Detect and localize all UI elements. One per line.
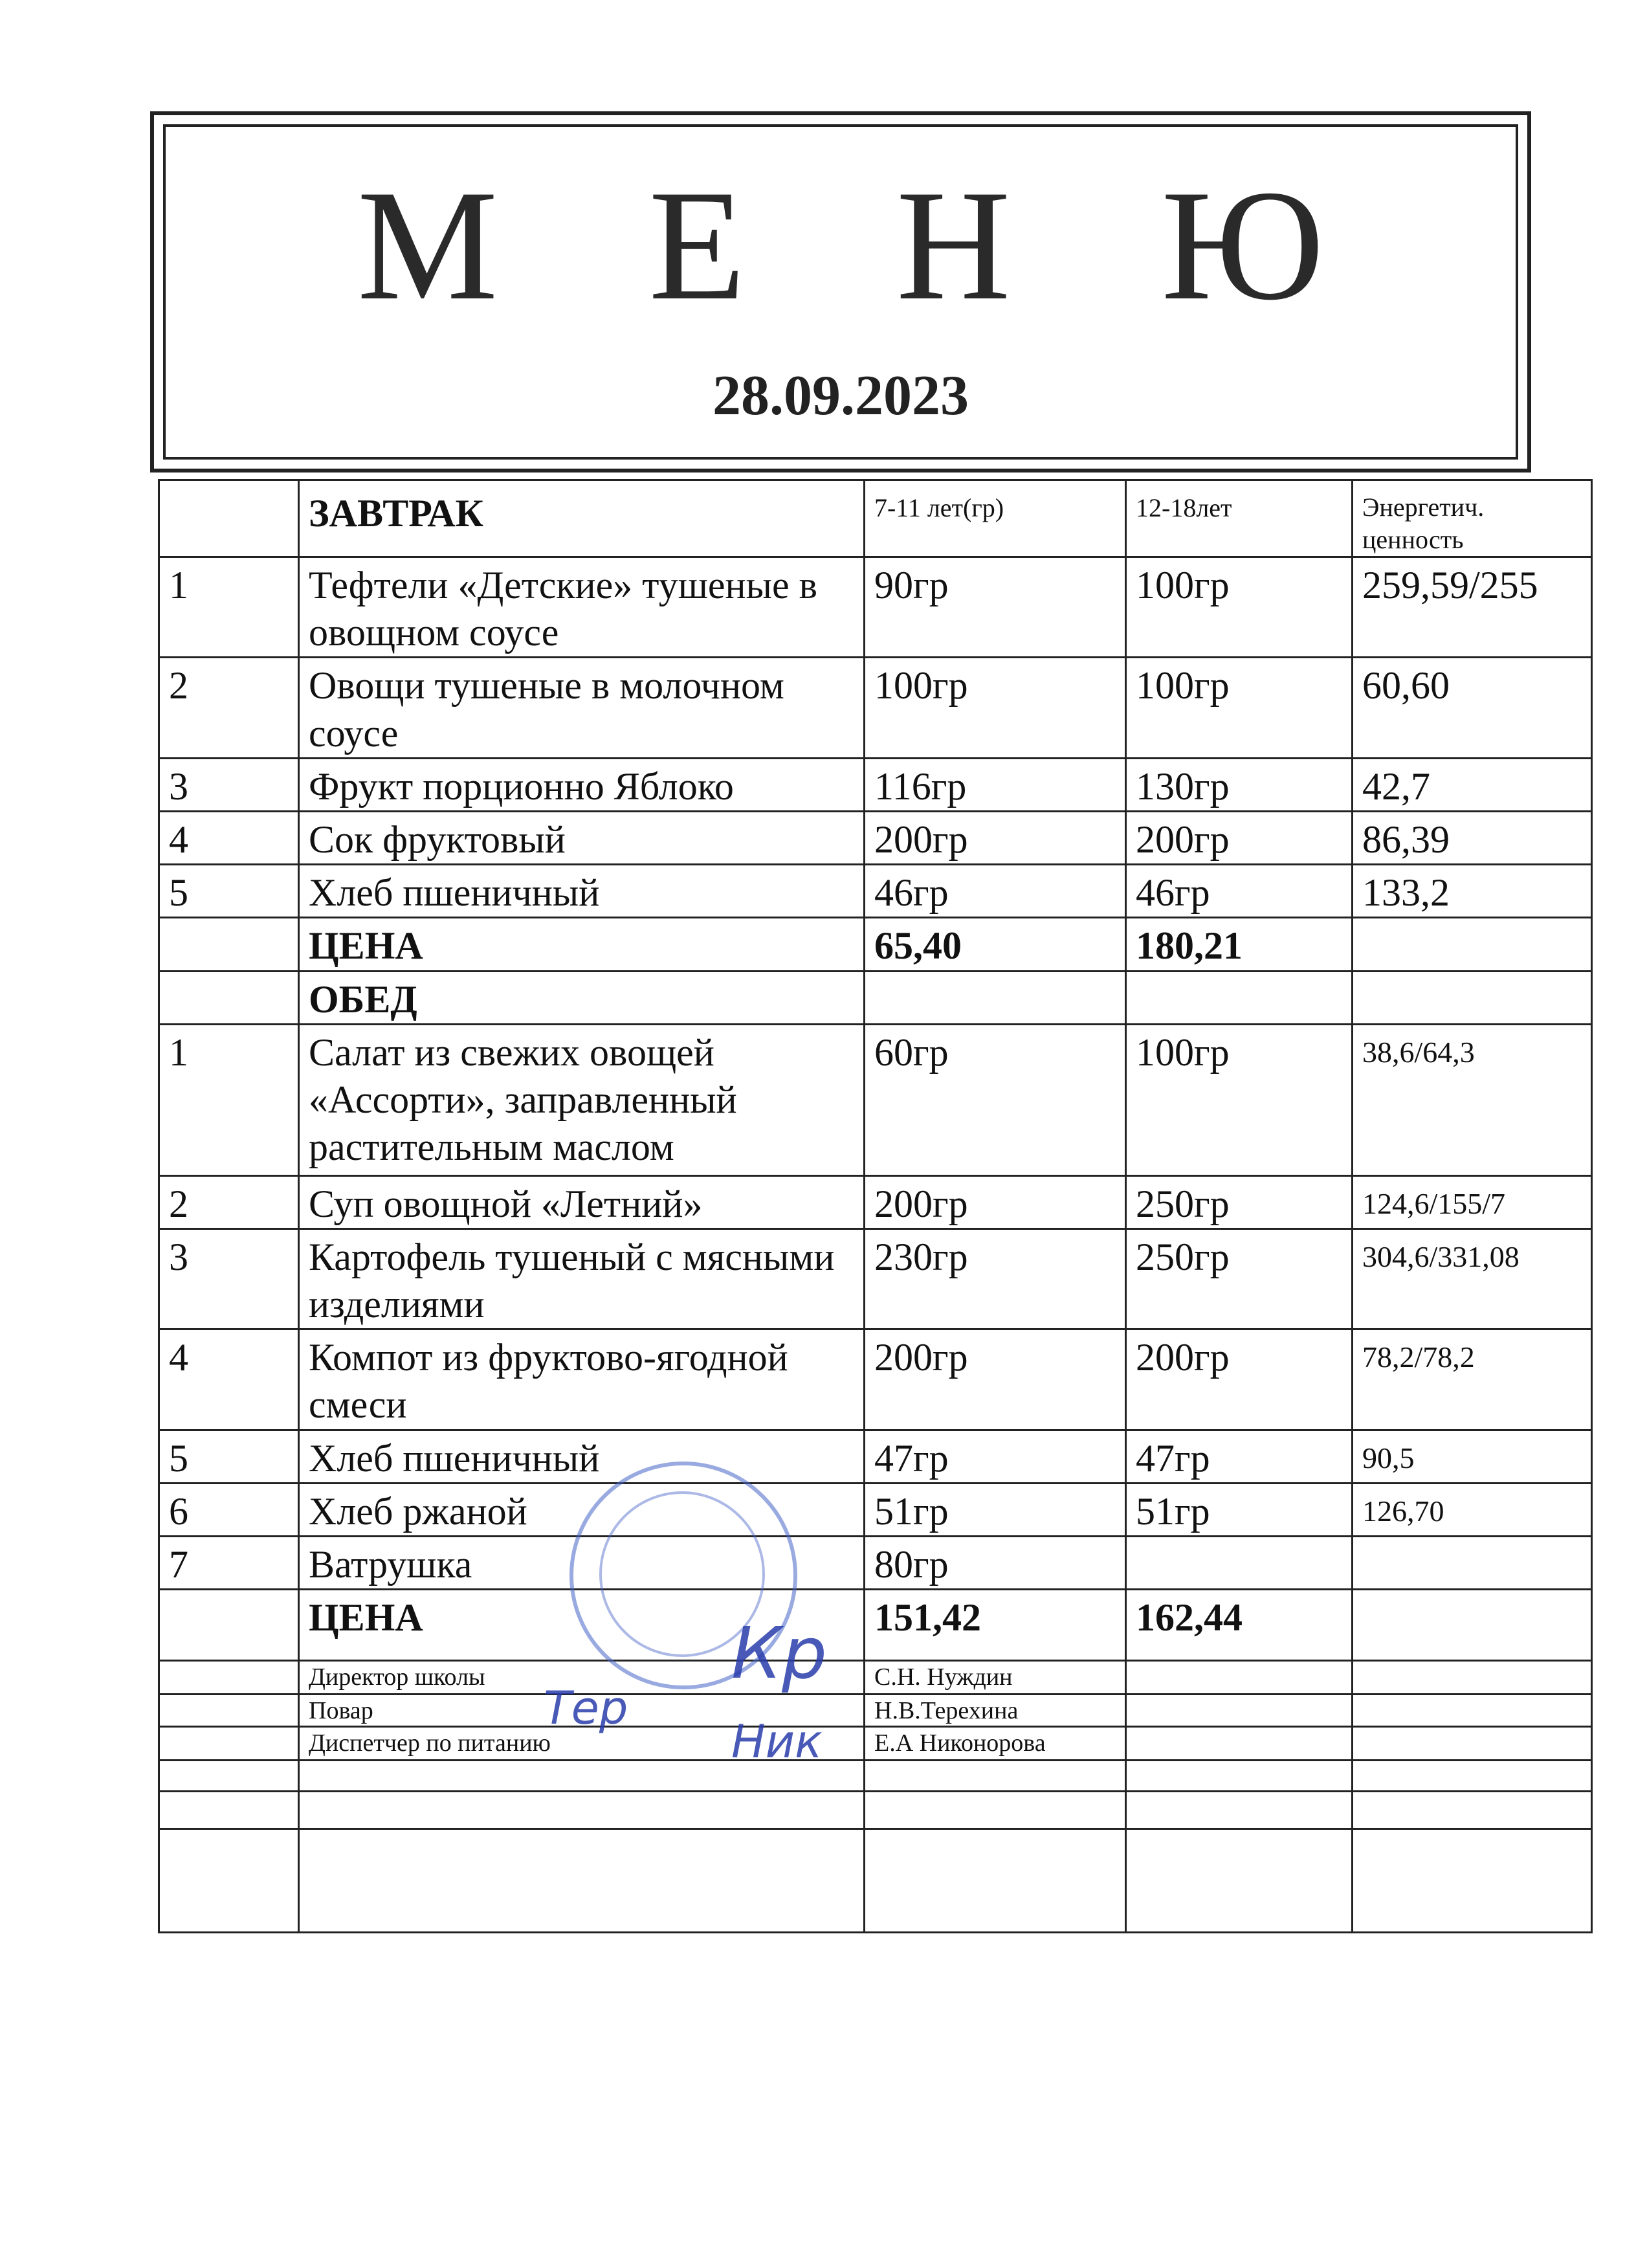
portion-7-11: 200гр [865, 1329, 1126, 1430]
signature-cook: Тер [544, 1682, 628, 1735]
signature-role: Повар [299, 1695, 865, 1727]
breakfast-price-row [159, 918, 1592, 971]
row-number: 2 [159, 1175, 299, 1228]
row-number: 1 [159, 557, 299, 658]
energy-value: 90,5 [1353, 1430, 1592, 1483]
row-number: 4 [159, 1329, 299, 1430]
portion-12-18: 130гр [1126, 758, 1353, 811]
portion-12-18: 51гр [1126, 1483, 1353, 1536]
row-number: 4 [159, 811, 299, 864]
dish-name: Сок фруктовый [299, 811, 865, 864]
table-row [159, 811, 1592, 864]
empty-cell [159, 1661, 299, 1695]
empty-cell [865, 1792, 1126, 1829]
empty-cell [1353, 1761, 1592, 1792]
page-title: М Е Н Ю [357, 157, 1380, 333]
empty-cell [1353, 1661, 1592, 1695]
table-header-row [159, 480, 1592, 557]
energy-value: 133,2 [1353, 865, 1592, 918]
energy-value: 60,60 [1353, 658, 1592, 758]
header-breakfast: ЗАВТРАК [299, 480, 865, 557]
signature-person: С.Н. Нуждин [865, 1661, 1126, 1695]
portion-7-11: 200гр [865, 811, 1126, 864]
signature-row [159, 1727, 1592, 1761]
signature-row [159, 1661, 1592, 1695]
portion-7-11: 230гр [865, 1228, 1126, 1329]
empty-row [159, 1761, 1592, 1792]
row-number: 5 [159, 1430, 299, 1483]
menu-table [158, 479, 1593, 1933]
signature-director: Кр [731, 1612, 827, 1695]
energy-value [1353, 1537, 1592, 1590]
energy-value: 259,59/255 [1353, 557, 1592, 658]
dish-name: Хлеб пшеничный [299, 1430, 865, 1483]
empty-cell [159, 1695, 299, 1727]
empty-cell [159, 1792, 299, 1829]
dish-name: Овощи тушеные в молочном соусе [299, 658, 865, 758]
portion-12-18: 100гр [1126, 658, 1353, 758]
dish-name: Фрукт порционно Яблоко [299, 758, 865, 811]
empty-cell [1126, 1792, 1353, 1829]
table-row [159, 1329, 1592, 1430]
portion-7-11: 47гр [865, 1430, 1126, 1483]
portion-7-11: 60гр [865, 1024, 1126, 1175]
dish-name: Тефтели «Детские» тушеные в овощном соусе [299, 557, 865, 658]
table-row [159, 1430, 1592, 1483]
portion-12-18: 100гр [1126, 557, 1353, 658]
empty-cell [1353, 1792, 1592, 1829]
portion-12-18: 200гр [1126, 1329, 1353, 1430]
portion-12-18 [1126, 1537, 1353, 1590]
header-age-12-18: 12-18лет [1126, 480, 1353, 557]
dish-name: Ватрушка [299, 1537, 865, 1590]
signature-role: Директор школы [299, 1661, 865, 1695]
table-row [159, 658, 1592, 758]
empty-cell [865, 1761, 1126, 1792]
table-row [159, 1024, 1592, 1175]
row-number: 3 [159, 1228, 299, 1329]
portion-12-18: 100гр [1126, 1024, 1353, 1175]
row-number: 5 [159, 865, 299, 918]
empty-cell [1353, 1829, 1592, 1933]
portion-7-11: 51гр [865, 1483, 1126, 1536]
signature-person: Е.А Никонорова [865, 1727, 1126, 1761]
portion-7-11: 80гр [865, 1537, 1126, 1590]
portion-7-11: 116гр [865, 758, 1126, 811]
empty-cell [159, 1727, 299, 1761]
empty-cell [1353, 1727, 1592, 1761]
empty-cell [159, 1829, 299, 1933]
header-energy: Энергетич. ценность [1353, 480, 1592, 557]
empty-cell [1353, 971, 1592, 1024]
signature-dispatcher: Ник [731, 1715, 823, 1768]
row-number: 7 [159, 1537, 299, 1590]
energy-value: 78,2/78,2 [1353, 1329, 1592, 1430]
price-12-18: 162,44 [1126, 1590, 1353, 1661]
price-label: ЦЕНА [299, 1590, 865, 1661]
empty-cell [1126, 1695, 1353, 1727]
empty-cell [1353, 1590, 1592, 1661]
price-7-11: 65,40 [865, 918, 1126, 971]
portion-12-18: 250гр [1126, 1228, 1353, 1329]
row-number: 3 [159, 758, 299, 811]
empty-cell [865, 971, 1126, 1024]
empty-cell [1126, 1761, 1353, 1792]
empty-cell [1126, 1829, 1353, 1933]
menu-date: 28.09.2023 [713, 364, 969, 427]
energy-value: 38,6/64,3 [1353, 1024, 1592, 1175]
price-7-11: 151,42 [865, 1590, 1126, 1661]
lunch-title-row [159, 971, 1592, 1024]
row-number: 2 [159, 658, 299, 758]
energy-value: 86,39 [1353, 811, 1592, 864]
dish-name: Картофель тушеный с мясными изделиями [299, 1228, 865, 1329]
empty-cell [1126, 1727, 1353, 1761]
portion-7-11: 90гр [865, 557, 1126, 658]
table-row [159, 557, 1592, 658]
portion-12-18: 46гр [1126, 865, 1353, 918]
portion-7-11: 100гр [865, 658, 1126, 758]
signature-row [159, 1695, 1592, 1727]
table-row [159, 1483, 1592, 1536]
empty-cell [1126, 1661, 1353, 1695]
dish-name: Хлеб пшеничный [299, 865, 865, 918]
header-age-7-11: 7-11 лет(гр) [865, 480, 1126, 557]
energy-value: 126,70 [1353, 1483, 1592, 1536]
title-inner-frame [163, 124, 1518, 460]
empty-cell [159, 918, 299, 971]
dish-name: Суп овощной «Летний» [299, 1175, 865, 1228]
empty-row [159, 1792, 1592, 1829]
empty-cell [159, 971, 299, 1024]
portion-12-18: 200гр [1126, 811, 1353, 864]
signature-role: Диспетчер по питанию [299, 1727, 865, 1761]
empty-cell [299, 1792, 865, 1829]
portion-12-18: 250гр [1126, 1175, 1353, 1228]
empty-cell [159, 1761, 299, 1792]
energy-value: 124,6/155/7 [1353, 1175, 1592, 1228]
portion-7-11: 200гр [865, 1175, 1126, 1228]
dish-name: Хлеб ржаной [299, 1483, 865, 1536]
empty-cell [1126, 971, 1353, 1024]
title-box [150, 111, 1531, 472]
signature-person: Н.В.Терехина [865, 1695, 1126, 1727]
portion-12-18: 47гр [1126, 1430, 1353, 1483]
table-row [159, 758, 1592, 811]
lunch-title: ОБЕД [299, 971, 865, 1024]
empty-cell [1353, 918, 1592, 971]
table-row [159, 1175, 1592, 1228]
energy-value: 42,7 [1353, 758, 1592, 811]
energy-value: 304,6/331,08 [1353, 1228, 1592, 1329]
empty-cell [159, 1590, 299, 1661]
row-number: 1 [159, 1024, 299, 1175]
dish-name: Компот из фруктово-ягодной смеси [299, 1329, 865, 1430]
header-num-cell [159, 480, 299, 557]
empty-cell [1353, 1695, 1592, 1727]
dish-name: Салат из свежих овощей «Ассорти», заправленный растительным маслом [299, 1024, 865, 1175]
price-label: ЦЕНА [299, 918, 865, 971]
lunch-price-row [159, 1590, 1592, 1661]
price-12-18: 180,21 [1126, 918, 1353, 971]
empty-cell [865, 1829, 1126, 1933]
portion-7-11: 46гр [865, 865, 1126, 918]
row-number: 6 [159, 1483, 299, 1536]
table-row [159, 865, 1592, 918]
empty-row [159, 1829, 1592, 1933]
table-row [159, 1228, 1592, 1329]
table-row [159, 1537, 1592, 1590]
empty-cell [299, 1829, 865, 1933]
